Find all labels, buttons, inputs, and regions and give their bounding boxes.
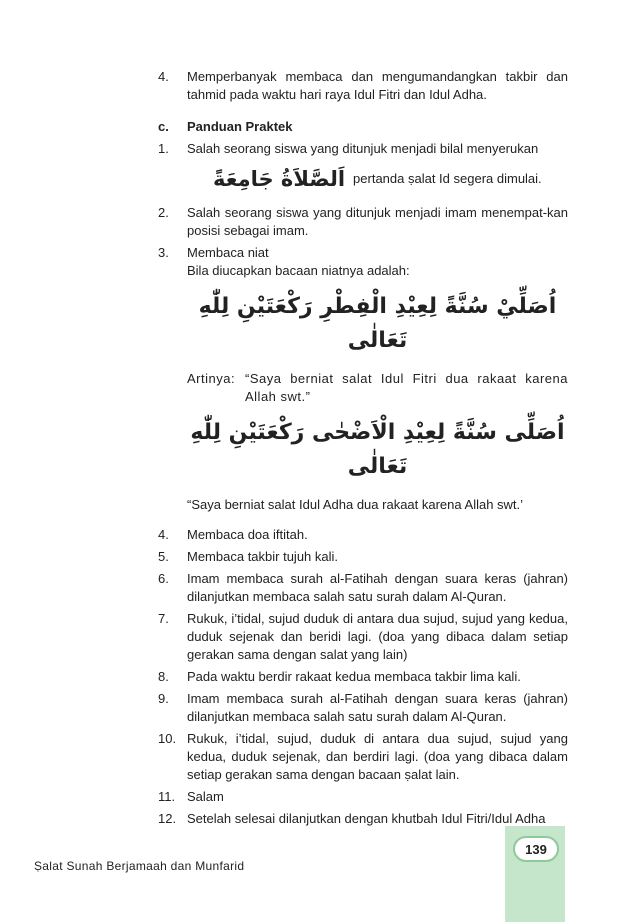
item-number: 7. [158,611,169,626]
list-item [158,730,568,784]
item-number: 4. [158,527,169,542]
item-text [187,244,568,280]
item-text: Rukuk, i’tidal, sujud, duduk di antara dua sujud, sujud yang kedua, duduk sejenak, dan berdiri lagi. (doa yang dibaca dalam setiap gerakan sama dengan bacaan ṣalat lain. [187,731,568,782]
artinya-text: “Saya berniat salat Idul Fitri dua rakaat karena Allah swt.” [245,371,568,404]
list-item [158,788,568,806]
item-number: 4. [158,69,169,84]
arabic-niat-adha: اُصَلِّى سُنَّةً لِعِيْدِ الْاَضْحٰى رَكْعَتَيْنِ لِلّٰهِ تَعَالٰى [190,420,565,479]
item-text: Salah seorang siswa yang ditunjuk menjadi bilal menyerukan [187,141,539,156]
item-text: pertanda ṣalat Id segera dimulai. [353,171,542,186]
list-item [158,690,568,726]
section-title: Panduan Praktek [187,119,293,134]
item-text: Salah seorang siswa yang ditunjuk menjadi imam menempat-kan posisi sebagai imam. [187,205,568,238]
item-number: 6. [158,571,169,586]
item-text: Membaca doa iftitah. [187,527,308,542]
item-number: 5. [158,549,169,564]
list-item [158,68,568,104]
list-item [158,244,568,280]
item-text: Imam membaca surah al-Fatihah dengan suara keras (jahran) dilanjutkan membaca salah satu surah dalam Al-Quran. [187,571,568,604]
list-item [158,668,568,686]
item-number: 10. [158,731,177,746]
item-text: Rukuk, i’tidal, sujud duduk di antara dua sujud, sujud yang kedua, duduk sejenak dan beridi lagi. (doa yang dibaca dalam setiap gerakan sama dengan salat yang lain) [187,611,568,662]
item-text: Imam membaca surah al-Fatihah dengan suara keras (jahran) dilanjutkan membaca salah satu surah dalam Al-Quran. [187,691,568,724]
item-number: 8. [158,669,169,684]
list-item [158,610,568,664]
section-label: c. [158,119,169,134]
item-number: 3. [158,245,169,260]
list-item [158,204,568,240]
translation-adha: “Saya berniat salat Idul Adha dua rakaat karena Allah swt.’ [187,497,524,512]
item-number: 12. [158,811,177,826]
list-item [158,140,568,158]
list-item [158,548,568,566]
item-text: Salam [187,789,224,804]
item-text: Membaca takbir tujuh kali. [187,549,339,564]
item-number: 9. [158,691,169,706]
item-line: Membaca niat [187,245,269,260]
item-line: Bila diucapkan bacaan niatnya adalah: [187,263,410,278]
item-number: 11. [158,789,176,804]
list-item [158,526,568,544]
chapter-footer: Ṣalat Sunah Berjamaah dan Munfarid [34,859,245,873]
page-content [158,68,568,832]
list-item [158,570,568,606]
translation-row [187,370,568,406]
arabic-text: اَلصَّلاَةُ جَامِعَةً [213,167,346,191]
item-text: Setelah selesai dilanjutkan dengan khutbah Idul Fitri/Idul Adha [187,811,546,826]
inline-arabic-row [213,162,568,196]
page-number: 139 [513,836,559,862]
item-text: Memperbanyak membaca dan mengumandangkan takbir dan tahmid pada waktu hari raya Idul Fitri dan Idul Adha. [187,69,568,102]
arabic-niat-fitri: اُصَلِّيْ سُنَّةً لِعِيْدِ الْفِطْرِ رَكْعَتَيْنِ لِلّٰهِ تَعَالٰى [198,294,557,353]
item-text: Pada waktu berdir rakaat kedua membaca takbir lima kali. [187,669,521,684]
artinya-label: Artinya: [187,371,236,386]
section-heading [158,118,568,136]
item-number: 1. [158,141,169,156]
item-number: 2. [158,205,169,220]
